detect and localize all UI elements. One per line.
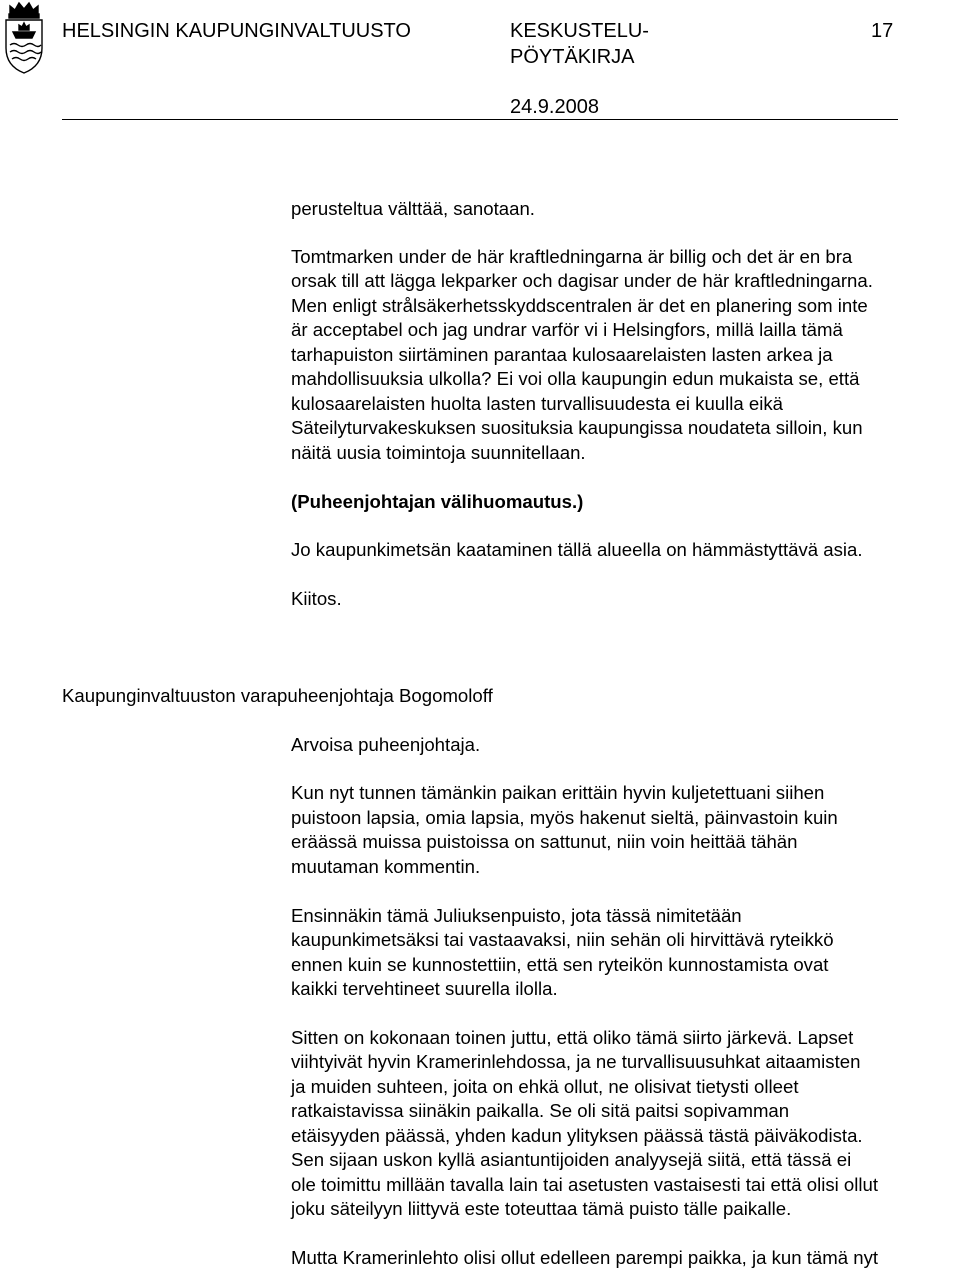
council-name: HELSINGIN KAUPUNGINVALTUUSTO <box>62 20 411 42</box>
body-line: viihtyivät hyvin Kramerinlehdossa, ja ne turvallisuusuhkat aitaamisten <box>291 1051 861 1072</box>
body-line: perusteltua välttää, sanotaan. <box>291 198 535 219</box>
body-line: muutaman kommentin. <box>291 856 481 877</box>
body-line: Ensinnäkin tämä Juliuksenpuisto, jota tässä nimitetään <box>291 905 742 926</box>
body-line: Jo kaupunkimetsän kaataminen tällä alueella on hämmästyttävä asia. <box>291 539 863 560</box>
body-line: eräässä muissa puistoissa on sattunut, niin voin heittää tähän <box>291 831 798 852</box>
body-line: kaikki tervehtineet suurella ilolla. <box>291 978 558 999</box>
body-line: etäisyyden päässä, yhden kadun ylityksen päässä tästä päiväkodista. <box>291 1125 863 1146</box>
speaker-name: Kaupunginvaltuuston varapuheenjohtaja Bogomoloff <box>62 685 493 706</box>
body-line: tarhapuiston siirtäminen parantaa kulosaarelaisten lasten arkea ja <box>291 344 833 365</box>
body-line: Mutta Kramerinlehto olisi ollut edelleen parempi paikka, ja kun tämä nyt <box>291 1247 879 1268</box>
body-line: Kiitos. <box>291 588 342 609</box>
body-line: ja muiden suhteen, joita on ehkä ollut, ne olisivat tietysti olleet <box>291 1076 799 1097</box>
body-line: Arvoisa puheenjohtaja. <box>291 734 481 755</box>
body-line: Säteilyturvakeskuksen suosituksia kaupungissa noudateta silloin, kun <box>291 417 863 438</box>
body-line: puistoon lapsia, omia lapsia, myös hakenut sieltä, päinvastoin kuin <box>291 807 838 828</box>
body-line: Sitten on kokonaan toinen juttu, että oliko tämä siirto järkevä. Lapset <box>291 1027 854 1048</box>
body-line: joku säteilyyn liittyvä este toteuttaa tämä puisto tälle paikalle. <box>291 1198 792 1219</box>
body-line: Sen sijaan uskon kyllä asiantuntijoiden analyysejä siitä, että tässä ei <box>291 1149 852 1170</box>
body-line: näitä uusia toimintoja suunnitellaan. <box>291 442 586 463</box>
document-date: 24.9.2008 <box>510 96 599 118</box>
body-line: ennen kuin se kunnostettiin, että sen ryteikön kunnostamista ovat <box>291 954 829 975</box>
document-type <box>510 18 649 70</box>
header-divider <box>62 119 898 120</box>
body-line: kulosaarelaisten huolta lasten turvallisuudesta ei kuulla eikä <box>291 393 783 414</box>
body-line: orsak till att lägga lekparker och dagisar under de här kraftledningarna. <box>291 270 873 291</box>
body-line: ole toimittu millään tavalla lain tai asetusten vastaisesti tai että olisi ollut <box>291 1174 879 1195</box>
body-line: Tomtmarken under de här kraftledningarna är billig och det är en bra <box>291 246 853 267</box>
helsinki-coat-of-arms-logo <box>1 0 47 74</box>
document-type-line-1: KESKUSTELU- <box>510 20 649 42</box>
body-line: mahdollisuuksia ulkolla? Ei voi olla kaupungin edun mukaista se, että <box>291 368 860 389</box>
body-line: ratkaistavissa siinäkin paikalla. Se oli sitä paitsi sopivamman <box>291 1100 790 1121</box>
page-number: 17 <box>871 20 894 42</box>
body-line: Kun nyt tunnen tämänkin paikan erittäin hyvin kuljetettuani siihen <box>291 782 825 803</box>
body-line: kaupunkimetsäksi tai vastaavaksi, niin sehän oli hirvittävä ryteikkö <box>291 929 834 950</box>
body-line: Men enligt strålsäkerhetsskyddscentralen är det en planering som inte <box>291 295 868 316</box>
document-type-line-2: PÖYTÄKIRJA <box>510 46 635 68</box>
body-line: är acceptabel och jag undrar varför vi i Helsingfors, millä lailla tämä <box>291 319 843 340</box>
chair-interjection: (Puheenjohtajan välihuomautus.) <box>291 491 584 512</box>
